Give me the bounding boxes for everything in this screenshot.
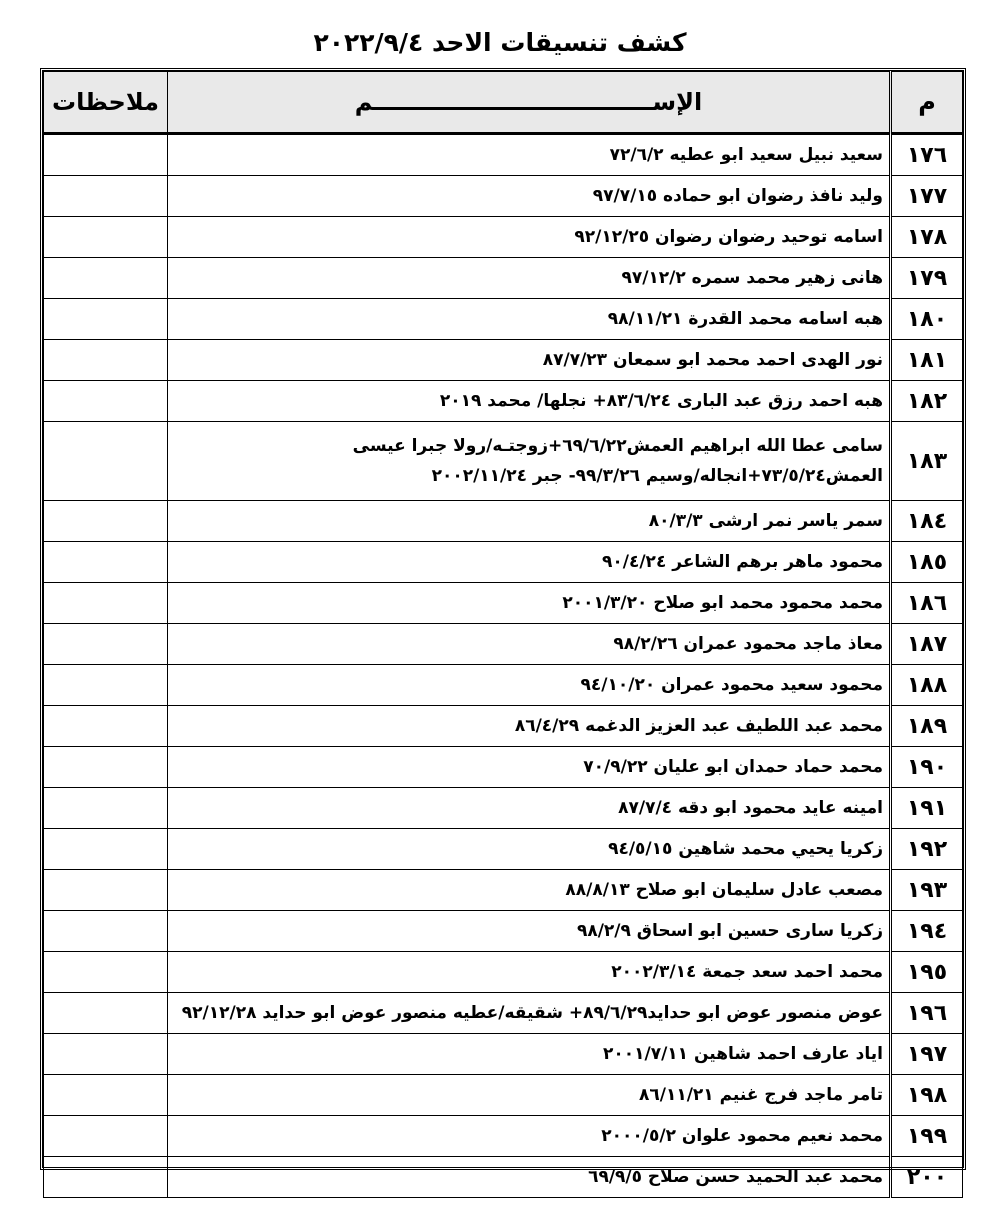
row-number: ١٩٦ [891,993,963,1034]
row-notes [44,993,168,1034]
row-notes [44,952,168,993]
row-number: ١٨٧ [891,624,963,665]
table-row [44,217,963,258]
table-row [44,542,963,583]
row-number: ١٨٣ [891,422,963,501]
row-number: ١٧٨ [891,217,963,258]
row-number: ١٨١ [891,340,963,381]
row-notes [44,1075,168,1116]
table-row [44,340,963,381]
row-notes [44,829,168,870]
row-name: عوض منصور عوض ابو حدايد٨٩/٦/٢٩+ شقيقه/عطيه منصور عوض ابو حدايد ٩٢/١٢/٢٨ [168,993,891,1034]
row-notes [44,299,168,340]
row-number: ١٧٩ [891,258,963,299]
row-name: سمر ياسر نمر ارشى ٨٠/٣/٣ [168,501,891,542]
row-name: محمد احمد سعد جمعة ٢٠٠٢/٣/١٤ [168,952,891,993]
row-name: سعيد نبيل سعيد ابو عطيه ٧٢/٦/٢ [168,134,891,176]
row-name: معاذ ماجد محمود عمران ٩٨/٢/٢٦ [168,624,891,665]
row-name: محمد محمود محمد ابو صلاح ٢٠٠١/٣/٢٠ [168,583,891,624]
table-row [44,258,963,299]
row-number: ١٩٢ [891,829,963,870]
row-name: امينه عايد محمود ابو دقه ٨٧/٧/٤ [168,788,891,829]
row-name: هانى زهير محمد سمره ٩٧/١٢/٢ [168,258,891,299]
row-number: ١٨٨ [891,665,963,706]
row-notes [44,381,168,422]
table-row [44,665,963,706]
table-row [44,501,963,542]
table-row [44,134,963,176]
row-number: ١٩٣ [891,870,963,911]
row-name: محمد نعيم محمود علوان ٢٠٠٠/٥/٢ [168,1116,891,1157]
header-name: الإســــــــــــــــــــــــــــــــــم [168,72,891,134]
table-row [44,1116,963,1157]
row-number: ١٨٥ [891,542,963,583]
header-notes: ملاحظات [44,72,168,134]
row-notes [44,176,168,217]
row-number: ١٨٤ [891,501,963,542]
page-title: كشف تنسيقات الاحد ٢٠٢٢/٩/٤ [313,28,687,57]
row-notes [44,501,168,542]
row-name: نور الهدى احمد محمد ابو سمعان ٨٧/٧/٢٣ [168,340,891,381]
table-row [44,706,963,747]
row-number: ١٩٧ [891,1034,963,1075]
row-number: ١٧٦ [891,134,963,176]
row-name: محمد حماد حمدان ابو عليان ٧٠/٩/٢٢ [168,747,891,788]
row-name: زكريا سارى حسين ابو اسحاق ٩٨/٢/٩ [168,911,891,952]
table-row [44,952,963,993]
row-number: ١٩٠ [891,747,963,788]
row-notes [44,542,168,583]
row-notes [44,870,168,911]
row-name: اياد عارف احمد شاهين ٢٠٠١/٧/١١ [168,1034,891,1075]
row-name: سامى عطا الله ابراهيم العمش٦٩/٦/٢٢+زوجتـه/رولا جبرا عيسى العمش٧٣/٥/٢٤+انجاله/وسيم ٩٩/٣/٢٦- جبر ٢٠٠٢/١١/٢٤ [168,422,891,501]
row-name: وليد نافذ رضوان ابو حماده ٩٧/٧/١٥ [168,176,891,217]
row-number: ١٧٧ [891,176,963,217]
row-number: ١٨٦ [891,583,963,624]
table-row [44,993,963,1034]
row-notes [44,340,168,381]
table-row [44,1157,963,1198]
table-row [44,747,963,788]
row-notes [44,258,168,299]
row-notes [44,1116,168,1157]
row-notes [44,422,168,501]
row-name: محمود ماهر برهم الشاعر ٩٠/٤/٢٤ [168,542,891,583]
row-number: ١٩٥ [891,952,963,993]
row-notes [44,1034,168,1075]
table-row [44,911,963,952]
row-name: محمود سعيد محمود عمران ٩٤/١٠/٢٠ [168,665,891,706]
row-notes [44,788,168,829]
row-number: ١٨٢ [891,381,963,422]
row-name: محمد عبد الحميد حسن صلاح ٦٩/٩/٥ [168,1157,891,1198]
row-name: تامر ماجد فرج غنيم ٨٦/١١/٢١ [168,1075,891,1116]
table-row [44,176,963,217]
table-row [44,788,963,829]
table-row [44,583,963,624]
row-name: هبه احمد رزق عبد البارى ٨٣/٦/٢٤+ نجلها/ محمد ٢٠١٩ [168,381,891,422]
table-row [44,1075,963,1116]
row-notes [44,911,168,952]
row-name: زكريا يحيي محمد شاهين ٩٤/٥/١٥ [168,829,891,870]
row-notes [44,665,168,706]
table-row [44,870,963,911]
header-number: م [891,72,963,134]
row-notes [44,706,168,747]
row-number: ١٩٤ [891,911,963,952]
row-number: ١٩٨ [891,1075,963,1116]
table-row [44,829,963,870]
row-number: ١٩٩ [891,1116,963,1157]
table-row [44,422,963,501]
row-name: محمد عبد اللطيف عبد العزيز الدغمه ٨٦/٤/٢٩ [168,706,891,747]
table-row [44,1034,963,1075]
row-number: ١٨٠ [891,299,963,340]
table-row [44,299,963,340]
roster-table [40,68,966,1190]
table-header-row [44,72,963,134]
row-notes [44,217,168,258]
row-name: مصعب عادل سليمان ابو صلاح ٨٨/٨/١٣ [168,870,891,911]
row-number: ١٩١ [891,788,963,829]
row-number: ١٨٩ [891,706,963,747]
row-notes [44,747,168,788]
row-notes [44,134,168,176]
row-notes [44,1157,168,1198]
row-notes [44,624,168,665]
table-row [44,381,963,422]
row-number: ٢٠٠ [891,1157,963,1198]
row-name: هبه اسامه محمد القدرة ٩٨/١١/٢١ [168,299,891,340]
row-notes [44,583,168,624]
row-name: اسامه توحيد رضوان رضوان ٩٢/١٢/٢٥ [168,217,891,258]
table-row [44,624,963,665]
